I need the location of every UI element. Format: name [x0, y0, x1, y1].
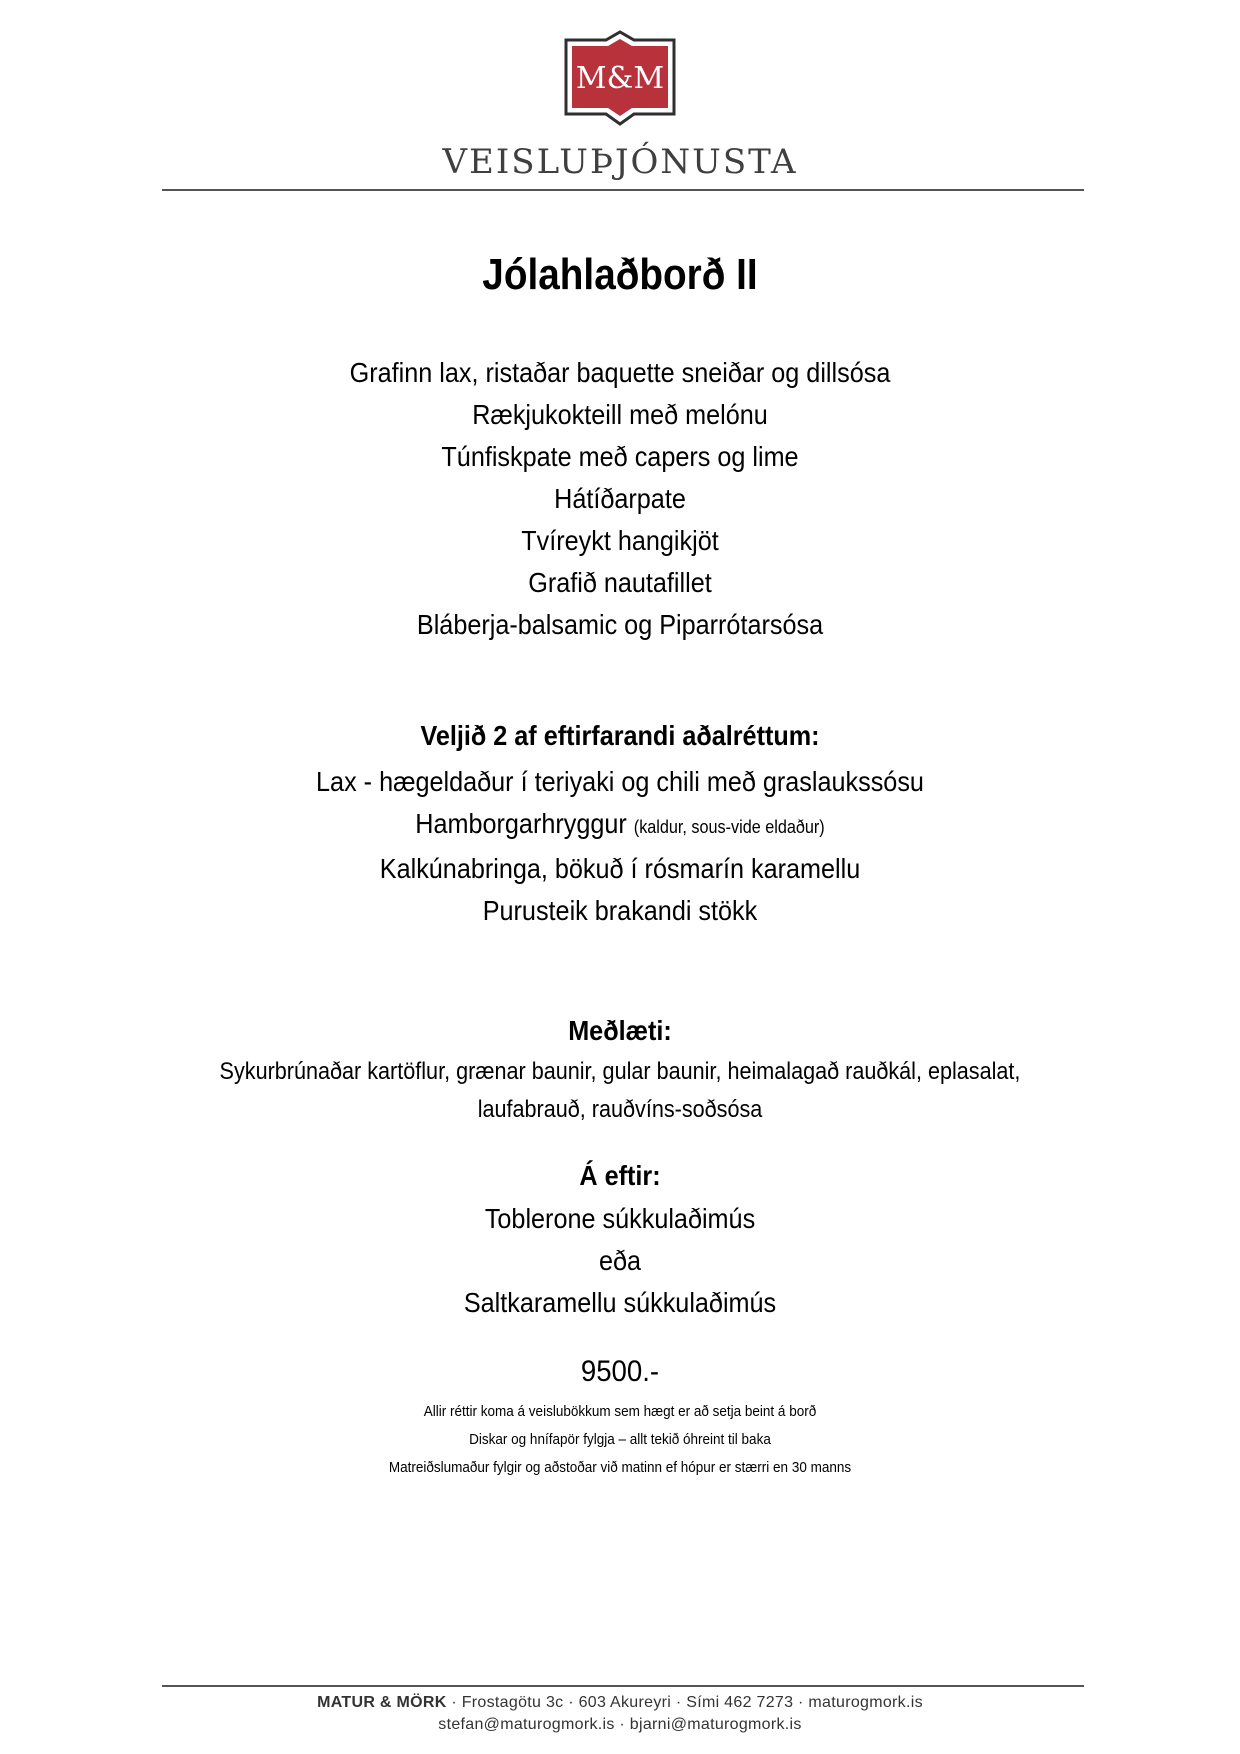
- footer-company: MATUR & MÖRK: [317, 1694, 447, 1711]
- list-item: Rækjukokteill með melónu: [472, 399, 768, 430]
- menu-title: Jólahlaðborð II: [482, 250, 758, 299]
- list-item: Kalkúnabringa, bökuð í rósmarín karamellu: [379, 853, 861, 884]
- header-divider: [162, 189, 1084, 191]
- price: 9500.-: [580, 1355, 660, 1388]
- footer-address: [0, 1692, 1240, 1714]
- dessert-list: [0, 1198, 1240, 1324]
- list-item: Bláberja-balsamic og Piparrótarsósa: [416, 609, 824, 640]
- footer-address-line: · Frostagötu 3c · 603 Akureyri · Sími 462 7273 · maturogmork.is: [446, 1694, 923, 1711]
- footer-emails: stefan@maturogmork.is · bjarni@maturogmork.is: [438, 1716, 802, 1733]
- list-item: Lax - hægeldaður í teriyaki og chili með graslaukssósu: [316, 766, 924, 797]
- logo-badge: [560, 30, 680, 128]
- brand-name: VEISLUÞJÓNUSTA: [442, 142, 798, 182]
- list-item: eða: [598, 1245, 642, 1276]
- logo-text: M&M: [575, 61, 665, 96]
- main-item-note: (kaldur, sous-vide eldaður): [633, 817, 825, 837]
- list-item: Saltkaramellu súkkulaðimús: [463, 1287, 777, 1318]
- list-item: Hátíðarpate: [554, 483, 686, 514]
- mains-heading: Veljið 2 af eftirfarandi aðalréttum:: [420, 720, 820, 751]
- list-item: Túnfiskpate með capers og lime: [441, 441, 799, 472]
- list-item: Grafið nautafillet: [528, 567, 712, 598]
- list-item: Grafinn lax, ristaðar baquette sneiðar og dillsósa: [349, 357, 891, 388]
- logo: [0, 30, 1240, 128]
- sides-line: laufabrauð, rauðvíns-soðsósa: [477, 1096, 763, 1123]
- sides-line: Sykurbrúnaðar kartöflur, grænar baunir, gular baunir, heimalagað rauðkál, eplasalat,: [219, 1058, 1021, 1085]
- footer-divider: [162, 1685, 1084, 1687]
- dessert-heading: Á eftir:: [579, 1160, 661, 1191]
- list-item: Tvíreykt hangikjöt: [521, 525, 719, 556]
- main-item-name: Hamborgarhryggur: [415, 808, 627, 839]
- mains-list: [0, 761, 1240, 932]
- sides-text: [0, 1053, 1240, 1129]
- notes: [0, 1398, 1240, 1482]
- sides-heading: Meðlæti:: [568, 1015, 672, 1046]
- list-item: Purusteik brakandi stökk: [482, 895, 758, 926]
- note-line: Matreiðslumaður fylgir og aðstoðar við matinn ef hópur er stærri en 30 manns: [388, 1459, 852, 1476]
- note-line: Allir réttir koma á veislubökkum sem hægt er að setja beint á borð: [423, 1403, 817, 1420]
- list-item: [62, 803, 1178, 848]
- starters-list: [0, 352, 1240, 646]
- list-item: Toblerone súkkulaðimús: [484, 1203, 756, 1234]
- note-line: Diskar og hnífapör fylgja – allt tekið óhreint til baka: [469, 1431, 771, 1448]
- footer: [0, 1692, 1240, 1736]
